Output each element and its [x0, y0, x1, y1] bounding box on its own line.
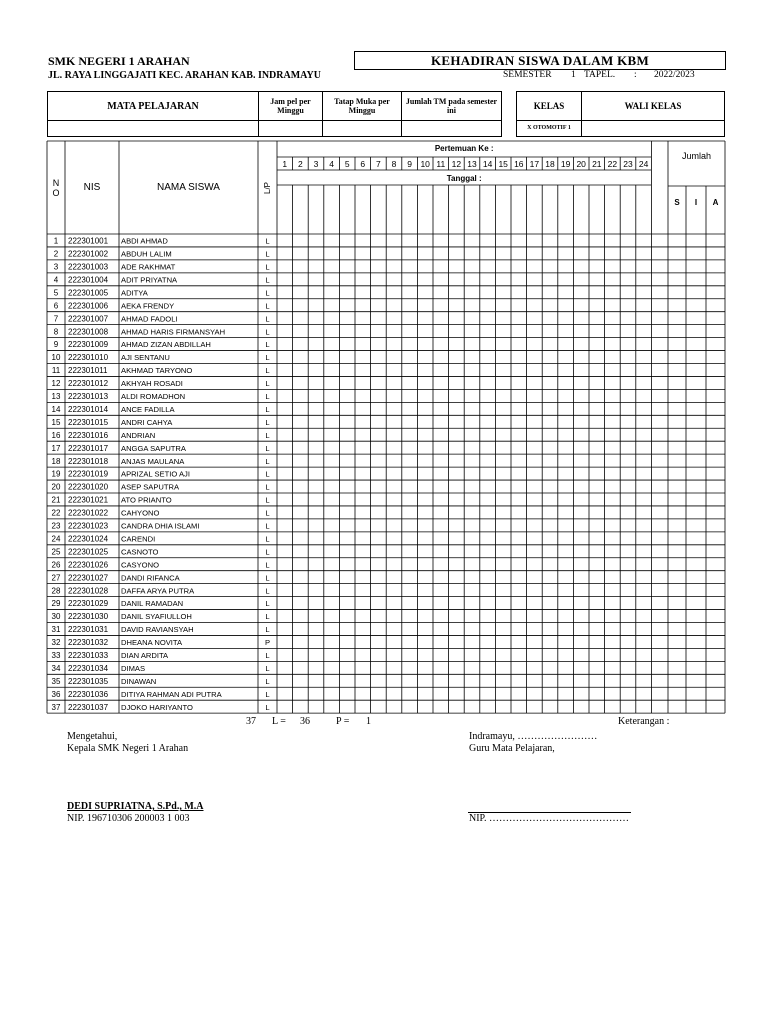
- student-nis: 222301035: [68, 676, 109, 686]
- meeting-number: 22: [607, 159, 618, 169]
- head-nip: NIP. 196710306 200003 1 003: [67, 813, 190, 824]
- meeting-number: 9: [407, 159, 412, 169]
- sia-label-s: S: [674, 198, 680, 207]
- meeting-number: 24: [638, 159, 649, 169]
- guru-text: Guru Mata Pelajaran,: [469, 743, 555, 754]
- student-no: 8: [53, 327, 59, 337]
- teacher-nip: NIP. ……………………………………: [469, 813, 630, 824]
- student-no: 5: [53, 288, 59, 298]
- student-name: ATO PRIANTO: [121, 495, 172, 505]
- meeting-number: 17: [529, 159, 540, 169]
- student-lp: L: [265, 689, 270, 699]
- student-name: ABDI AHMAD: [121, 236, 168, 246]
- student-nis: 222301029: [68, 599, 109, 609]
- student-name: ADE RAKHMAT: [121, 262, 176, 272]
- summary-l-value: 36: [300, 716, 310, 727]
- student-nis: 222301015: [68, 417, 109, 427]
- student-name: DANIL SYAFIULLOH: [121, 612, 192, 622]
- meeting-number: 18: [545, 159, 555, 169]
- student-nis: 222301031: [68, 625, 109, 635]
- student-no: 18: [51, 456, 61, 466]
- student-lp: P: [264, 638, 271, 648]
- student-name: AHMAD ZIZAN ABDILLAH: [121, 340, 211, 350]
- student-lp: L: [265, 651, 270, 660]
- jam-pel-label: Jam pel per Minggu: [259, 92, 323, 121]
- student-name: DHEANA NOVITA: [121, 638, 183, 648]
- student-name: DIMAS: [121, 663, 146, 673]
- student-name: AJI SENTANU: [121, 353, 170, 363]
- no-header-o: O: [52, 188, 60, 198]
- student-no: 36: [51, 689, 61, 699]
- student-name: AHMAD FADOLI: [121, 314, 178, 324]
- student-no: 19: [51, 469, 61, 479]
- student-lp: L: [265, 430, 270, 440]
- nama-header: NAMA SISWA: [157, 182, 220, 193]
- student-name: CANDRA DHIA ISLAMI: [121, 521, 200, 531]
- meeting-number: 12: [451, 159, 462, 169]
- student-nis: 222301019: [68, 469, 109, 479]
- student-lp: L: [265, 573, 270, 583]
- student-lp: L: [265, 625, 270, 635]
- student-no: 14: [51, 404, 61, 414]
- student-name: ALDI ROMADHON: [121, 392, 186, 401]
- student-nis: 222301001: [68, 236, 109, 246]
- tapel-value: 2022/2023: [654, 70, 695, 80]
- student-nis: 222301003: [68, 262, 109, 272]
- student-nis: 222301016: [68, 430, 109, 440]
- meeting-number: 14: [482, 159, 493, 169]
- meeting-number: 20: [576, 159, 586, 169]
- summary-total: 37: [246, 716, 256, 727]
- student-nis: 222301024: [68, 534, 109, 544]
- student-nis: 222301009: [68, 340, 109, 350]
- student-lp: L: [265, 612, 270, 622]
- student-no: 11: [51, 366, 61, 376]
- student-no: 2: [53, 249, 59, 259]
- student-nis: 222301013: [68, 392, 109, 401]
- student-nis: 222301021: [68, 495, 109, 505]
- student-name: DITIYA RAHMAN ADI PUTRA: [121, 689, 222, 699]
- wali-kelas-label: WALI KELAS: [582, 92, 725, 121]
- student-name: DINAWAN: [121, 676, 157, 686]
- student-name: AKHYAH ROSADI: [121, 379, 183, 389]
- student-no: 31: [51, 625, 61, 635]
- student-name: ABDUH LALIM: [121, 249, 172, 259]
- student-nis: 222301005: [68, 288, 109, 298]
- student-lp: L: [265, 417, 270, 427]
- nis-header: NIS: [83, 182, 101, 193]
- student-nis: 222301012: [68, 379, 109, 389]
- meeting-number: 1: [282, 159, 288, 169]
- student-lp: L: [265, 469, 270, 479]
- student-name: CARENDI: [121, 534, 156, 544]
- student-nis: 222301017: [68, 443, 109, 453]
- student-name: ADIT PRIYATNA: [121, 275, 178, 285]
- meeting-number: 6: [360, 159, 366, 169]
- jumlah-tm-label: Jumlah TM pada semester ini: [402, 92, 502, 121]
- student-name: ANDRI CAHYA: [121, 417, 173, 427]
- student-no: 27: [51, 573, 61, 583]
- semester-value: 1: [571, 70, 576, 80]
- student-nis: 222301025: [68, 547, 109, 557]
- student-lp: L: [265, 288, 270, 298]
- student-name: DANIL RAMADAN: [121, 599, 184, 609]
- student-name: ANCE FADILLA: [121, 404, 175, 414]
- student-nis: 222301011: [68, 366, 108, 376]
- student-nis: 222301023: [68, 521, 109, 531]
- student-no: 34: [51, 663, 61, 673]
- student-nis: 222301033: [68, 651, 109, 660]
- student-lp: L: [265, 262, 270, 272]
- student-nis: 222301026: [68, 560, 109, 570]
- student-no: 6: [53, 301, 59, 311]
- student-nis: 222301018: [68, 456, 109, 466]
- student-no: 33: [51, 651, 61, 660]
- lp-header: L/P: [263, 181, 272, 195]
- student-no: 28: [51, 586, 61, 596]
- student-no: 7: [53, 314, 59, 324]
- student-no: 23: [51, 521, 61, 531]
- tanggal-label: Tanggal :: [446, 174, 482, 183]
- summary-p-value: 1: [366, 716, 371, 727]
- meeting-number: 3: [313, 159, 319, 169]
- place-date-text: Indramayu, ……………………: [469, 731, 598, 742]
- student-lp: L: [265, 495, 270, 505]
- student-nis: 222301020: [68, 482, 109, 492]
- student-nis: 222301004: [68, 275, 109, 285]
- student-name: ANGGA SAPUTRA: [121, 443, 186, 453]
- student-lp: L: [265, 275, 270, 285]
- student-nis: 222301010: [68, 353, 109, 363]
- pertemuan-label: Pertemuan Ke :: [434, 144, 494, 153]
- student-nis: 222301007: [68, 314, 109, 324]
- summary-p-label: P =: [336, 716, 350, 727]
- student-name: DJOKO HARIYANTO: [121, 702, 193, 712]
- student-name: ADITYA: [121, 288, 148, 298]
- keterangan-label: Keterangan :: [618, 716, 670, 727]
- student-name: DAVID RAVIANSYAH: [121, 625, 194, 635]
- student-nis: 222301028: [68, 586, 109, 596]
- student-no: 35: [51, 676, 61, 686]
- student-name: CAHYONO: [121, 508, 160, 518]
- mata-pelajaran-label: MATA PELAJARAN: [48, 92, 259, 121]
- student-no: 12: [51, 379, 61, 389]
- school-name: SMK NEGERI 1 ARAHAN: [48, 54, 190, 68]
- student-no: 21: [51, 495, 61, 505]
- school-address: JL. RAYA LINGGAJATI KEC. ARAHAN KAB. INDRAMAYU: [48, 70, 321, 81]
- student-nis: 222301027: [68, 573, 109, 583]
- student-nis: 222301008: [68, 327, 109, 337]
- student-lp: L: [265, 353, 270, 363]
- student-lp: L: [265, 508, 270, 518]
- student-no: 10: [51, 353, 61, 363]
- student-nis: 222301006: [68, 301, 109, 311]
- student-no: 26: [51, 560, 61, 570]
- student-nis: 222301002: [68, 249, 109, 259]
- summary-l-label: L =: [272, 716, 286, 727]
- student-lp: L: [265, 314, 270, 324]
- student-no: 13: [51, 392, 61, 401]
- student-lp: L: [265, 404, 270, 414]
- form-title: KEHADIRAN SISWA DALAM KBM: [354, 51, 726, 70]
- student-lp: L: [265, 599, 270, 609]
- student-lp: L: [265, 366, 270, 376]
- student-no: 3: [53, 262, 59, 272]
- student-name: ANJAS MAULANA: [121, 456, 185, 466]
- student-no: 22: [51, 508, 61, 518]
- meeting-number: 8: [391, 159, 397, 169]
- kelas-value: X OTOMOTIF 1: [517, 121, 582, 137]
- student-nis: 222301014: [68, 404, 109, 414]
- semester-label: SEMESTER: [503, 70, 552, 80]
- no-header-n: N: [52, 178, 60, 188]
- kepala-sekolah-text: Kepala SMK Negeri 1 Arahan: [67, 743, 189, 754]
- student-no: 29: [51, 599, 61, 609]
- student-name: AHMAD HARIS FIRMANSYAH: [121, 327, 226, 337]
- student-lp: L: [265, 301, 270, 311]
- student-lp: L: [265, 586, 270, 596]
- student-name: DIAN ARDITA: [121, 651, 169, 660]
- student-lp: L: [265, 521, 270, 531]
- meeting-number: 19: [560, 159, 571, 169]
- student-nis: 222301037: [68, 702, 109, 712]
- tapel-colon: :: [634, 70, 637, 80]
- student-no: 24: [51, 534, 61, 544]
- meeting-number: 21: [592, 159, 602, 169]
- student-name: DAFFA ARYA PUTRA: [121, 586, 195, 596]
- student-lp: L: [265, 702, 270, 712]
- student-nis: 222301022: [68, 508, 109, 518]
- student-name: CASYONO: [121, 560, 159, 570]
- student-name: APRIZAL SETIO AJI: [121, 469, 190, 479]
- student-lp: L: [265, 340, 270, 350]
- student-lp: L: [265, 327, 270, 337]
- student-name: CASNOTO: [121, 547, 159, 557]
- student-lp: L: [265, 534, 270, 544]
- tatap-muka-label: Tatap Muka per Minggu: [323, 92, 402, 121]
- student-lp: L: [265, 482, 270, 492]
- student-lp: L: [265, 547, 270, 557]
- student-lp: L: [265, 663, 270, 673]
- meeting-number: 5: [344, 159, 350, 169]
- student-no: 16: [51, 430, 61, 440]
- student-lp: L: [265, 236, 270, 246]
- meeting-number: 13: [467, 159, 477, 169]
- kelas-label: KELAS: [517, 92, 582, 121]
- jumlah-label: Jumlah: [681, 151, 712, 161]
- student-no: 20: [51, 482, 61, 492]
- student-no: 9: [53, 340, 59, 350]
- student-nis: 222301030: [68, 612, 109, 622]
- student-lp: L: [265, 456, 270, 466]
- mengetahui-text: Mengetahui,: [67, 731, 118, 742]
- student-no: 32: [51, 638, 61, 648]
- student-lp: L: [265, 443, 270, 453]
- student-no: 4: [53, 275, 59, 285]
- student-lp: L: [265, 249, 270, 259]
- student-lp: L: [265, 379, 270, 389]
- meeting-number: 15: [498, 159, 508, 169]
- meeting-number: 23: [623, 159, 633, 169]
- student-name: ASEP SAPUTRA: [121, 482, 180, 492]
- sia-label-i: I: [694, 198, 698, 207]
- student-no: 1: [53, 236, 59, 246]
- meeting-number: 2: [298, 159, 303, 169]
- student-no: 30: [51, 612, 61, 622]
- tapel-label: TAPEL.: [584, 70, 616, 80]
- meeting-number: 7: [376, 159, 381, 169]
- student-no: 17: [51, 443, 61, 453]
- head-signature-name: DEDI SUPRIATNA, S.Pd., M.A: [67, 801, 204, 812]
- meeting-number: 4: [329, 159, 334, 169]
- meeting-number: 10: [420, 159, 430, 169]
- student-no: 15: [51, 417, 61, 427]
- sia-label-a: A: [712, 198, 719, 207]
- student-name: ANDRIAN: [121, 430, 156, 440]
- student-nis: 222301034: [68, 663, 109, 673]
- meeting-number: 16: [514, 159, 524, 169]
- student-lp: L: [265, 560, 270, 570]
- student-name: DANDI RIFANCA: [121, 573, 180, 583]
- student-no: 25: [51, 547, 61, 557]
- meeting-number: 11: [436, 159, 446, 169]
- student-lp: L: [265, 676, 270, 686]
- student-nis: 222301036: [68, 689, 109, 699]
- student-nis: 222301032: [68, 638, 109, 648]
- student-name: AKHMAD TARYONO: [121, 366, 193, 376]
- student-no: 37: [51, 702, 61, 712]
- student-lp: L: [265, 392, 270, 401]
- student-name: AEKA FRENDY: [121, 301, 175, 311]
